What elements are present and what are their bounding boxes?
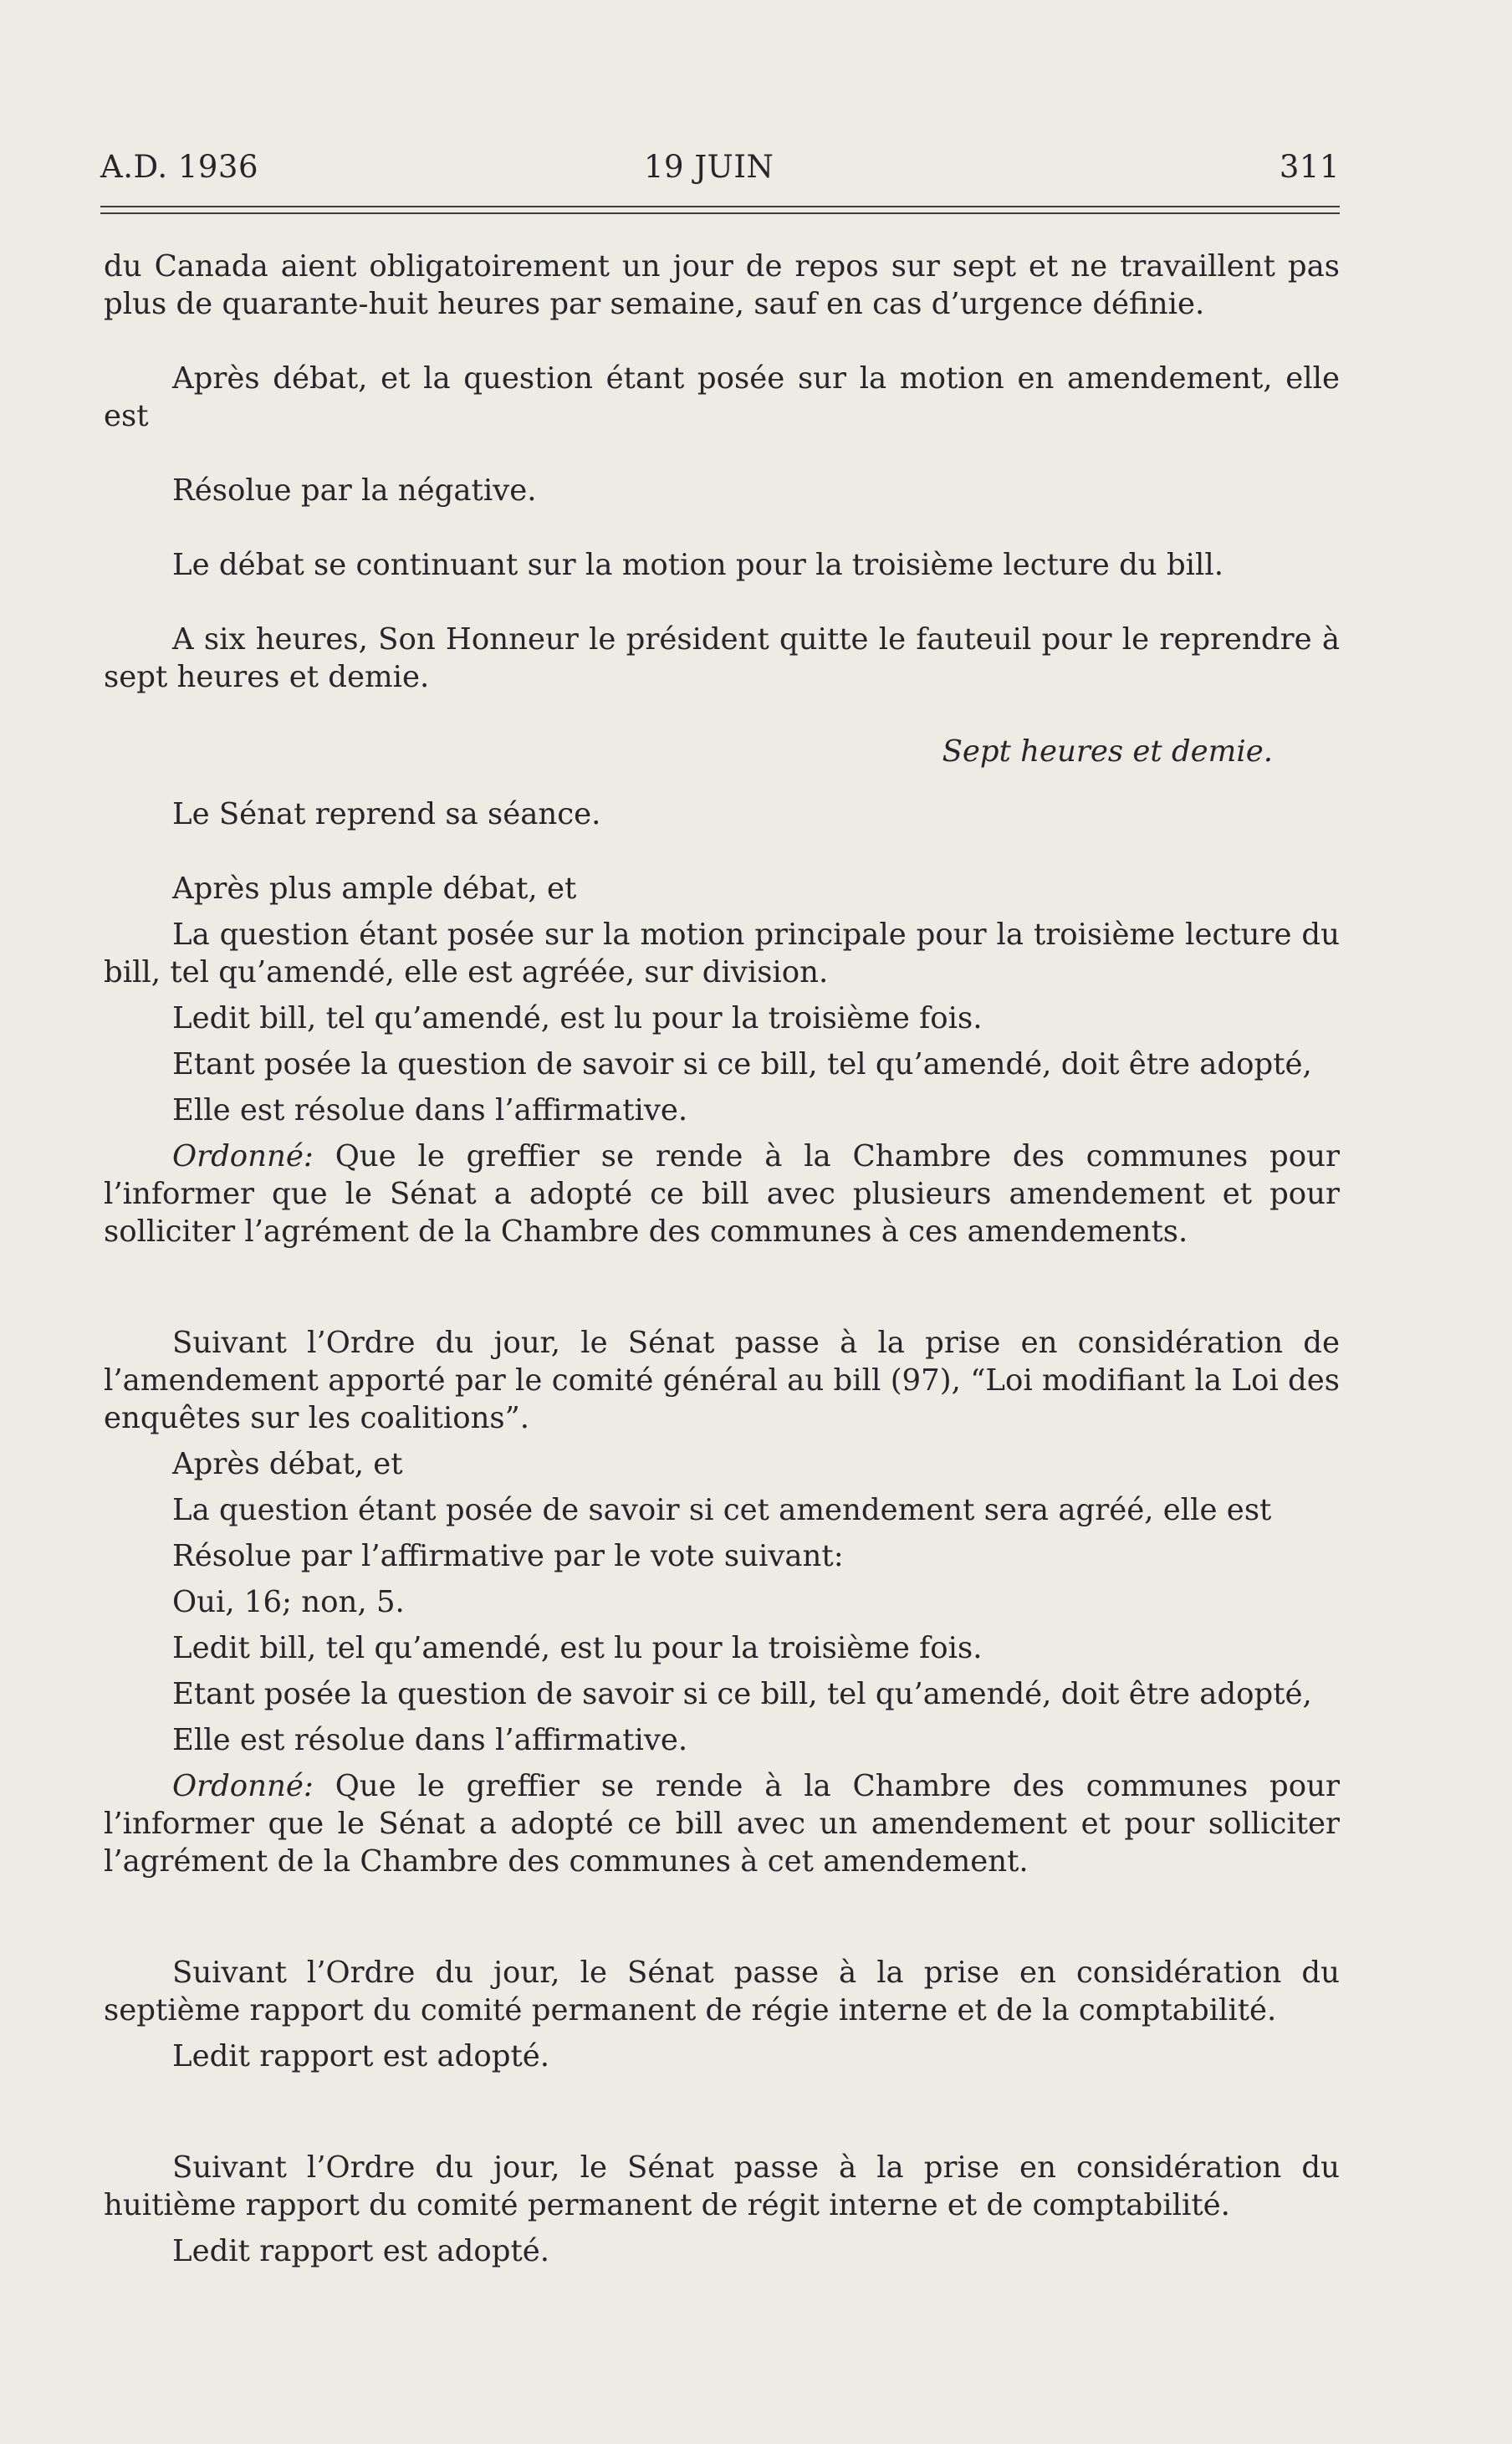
- header-rule-top: [100, 206, 1340, 207]
- paragraph: La question étant posée de savoir si cet amendement sera agréé, elle est: [172, 1493, 1272, 1527]
- paragraph: Le Sénat reprend sa séance.: [172, 797, 601, 831]
- paragraph: Résolue par la négative.: [172, 473, 537, 508]
- paragraph: Après plus ample débat, et: [172, 872, 577, 906]
- paragraph: Etant posée la question de savoir si ce bill, tel qu’amendé, doit être adopté,: [172, 1677, 1312, 1711]
- header-date: 19 JUIN: [644, 149, 774, 185]
- ordonne-text: Que le greffier se rende à la Chambre des communes pour l’informer que le Sénat a adopté ce bill avec plusieurs amendement et pour solliciter l’agrément de la Chambre des communes à ces amendements.: [104, 1139, 1340, 1249]
- ordonne-label: Ordonné:: [172, 1769, 314, 1803]
- header-page-number: 311: [1279, 149, 1340, 185]
- paragraph: La question étant posée sur la motion principale pour la troisième lecture du bill, tel qu’amendé, elle est agréée, sur division.: [104, 918, 1340, 989]
- paragraph: Suivant l’Ordre du jour, le Sénat passe à la prise en considération du septième rapport du comité permanent de régie interne et de la comptabilité.: [104, 1956, 1340, 2027]
- paragraph: A six heures, Son Honneur le président quitte le fauteuil pour le reprendre à sept heures et demie.: [104, 622, 1340, 694]
- paragraph: Après débat, et: [172, 1447, 403, 1481]
- paragraph: Elle est résolue dans l’affirmative.: [172, 1093, 688, 1127]
- header-year: A.D. 1936: [100, 149, 259, 185]
- time-heading: Sept heures et demie.: [942, 734, 1273, 769]
- running-head: [100, 144, 1340, 191]
- paragraph: Ledit rapport est adopté.: [172, 2039, 550, 2073]
- paragraph: Elle est résolue dans l’affirmative.: [172, 1723, 688, 1757]
- paragraph: Ledit bill, tel qu’amendé, est lu pour la troisième fois.: [172, 1001, 983, 1035]
- body-text: [104, 248, 1340, 2270]
- header-rule-bottom: [100, 212, 1340, 214]
- paragraph: Ledit rapport est adopté.: [172, 2234, 550, 2268]
- ordonne-paragraph: [104, 1767, 1340, 1880]
- vote-result: Oui, 16; non, 5.: [172, 1585, 405, 1619]
- paragraph: Le débat se continuant sur la motion pour la troisième lecture du bill.: [172, 548, 1224, 582]
- paragraph: Suivant l’Ordre du jour, le Sénat passe à la prise en considération de l’amendement apporté par le comité général au bill (97), “Loi modifiant la Loi des enquêtes sur les coalitions”.: [104, 1326, 1340, 1435]
- ordonne-paragraph: [104, 1138, 1340, 1250]
- ordonne-label: Ordonné:: [172, 1139, 314, 1173]
- paragraph: Ledit bill, tel qu’amendé, est lu pour la troisième fois.: [172, 1631, 983, 1665]
- paragraph: Après débat, et la question étant posée sur la motion en amendement, elle est: [104, 361, 1340, 433]
- ordonne-text: Que le greffier se rende à la Chambre des communes pour l’informer que le Sénat a adopté ce bill avec un amendement et pour solliciter l’agrément de la Chambre des communes à cet amendement.: [104, 1769, 1340, 1879]
- paragraph: du Canada aient obligatoirement un jour de repos sur sept et ne travaillent pas plus de quarante-huit heures par semaine, sauf en cas d’urgence définie.: [104, 249, 1340, 321]
- paragraph: Suivant l’Ordre du jour, le Sénat passe à la prise en considération du huitième rapport du comité permanent de régit interne et de comptabilité.: [104, 2150, 1340, 2222]
- paragraph: Etant posée la question de savoir si ce bill, tel qu’amendé, doit être adopté,: [172, 1047, 1312, 1081]
- paragraph: Résolue par l’affirmative par le vote suivant:: [172, 1539, 844, 1573]
